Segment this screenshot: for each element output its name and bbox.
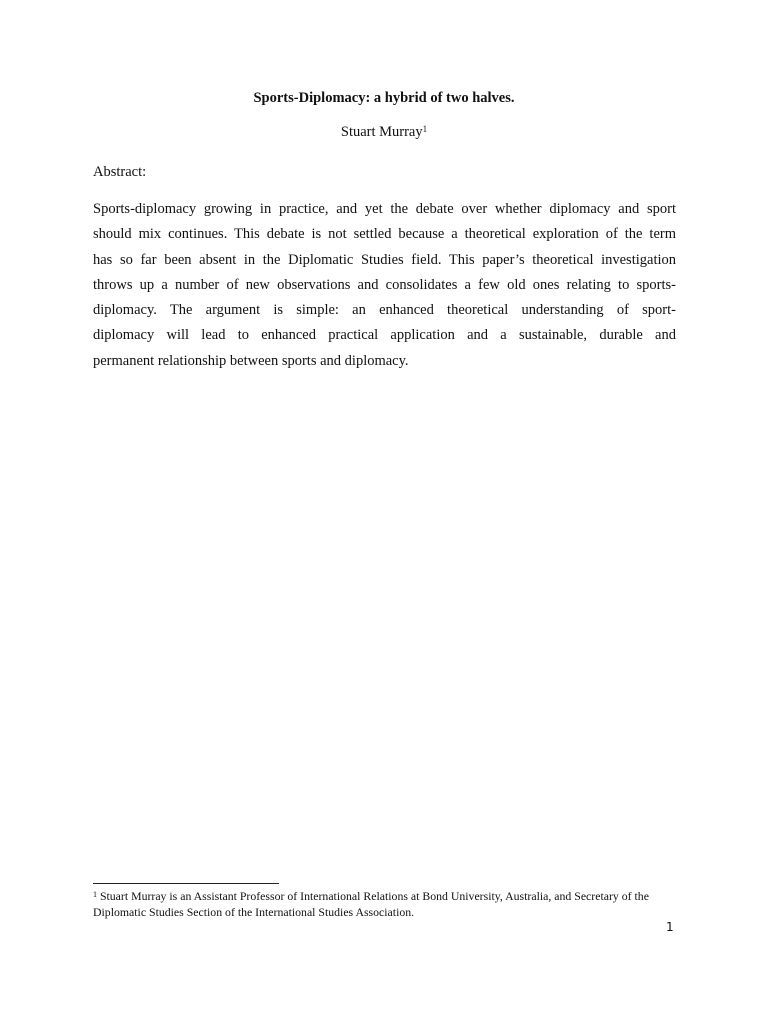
abstract-line: should mix continues. This debate is not settled because a theoretical exploration of the term (93, 226, 676, 243)
page-number: 1 (666, 920, 674, 934)
author-footnote-marker: 1 (422, 124, 428, 134)
abstract-line: permanent relationship between sports and diplomacy. (93, 352, 409, 369)
abstract-line: has so far been absent in the Diplomatic Studies field. This paper’s theoretical investigation (93, 251, 676, 268)
footnote-marker: 1 (93, 890, 97, 899)
author-line (0, 123, 768, 141)
abstract-heading: Abstract: (93, 164, 147, 180)
footnote (93, 889, 683, 920)
abstract-line: Sports-diplomacy growing in practice, and yet the debate over whether diplomacy and sport (93, 201, 676, 217)
abstract-line: diplomacy will lead to enhanced practical application and a sustainable, durable and (93, 327, 676, 344)
footnote-separator (93, 883, 279, 884)
author-name: Stuart Murray (340, 124, 423, 140)
abstract-body (93, 197, 676, 374)
abstract-line: diplomacy. The argument is simple: an enhanced theoretical understanding of sport- (93, 302, 676, 319)
paper-title: Sports-Diplomacy: a hybrid of two halves. (253, 90, 515, 106)
abstract-line: throws up a number of new observations and consolidates a few old ones relating to sports- (93, 276, 676, 293)
footnote-text: Stuart Murray is an Assistant Professor of International Relations at Bond University, Australia, and Secretary of the Diplomatic Studies Section of the International Studies Association. (93, 889, 649, 919)
